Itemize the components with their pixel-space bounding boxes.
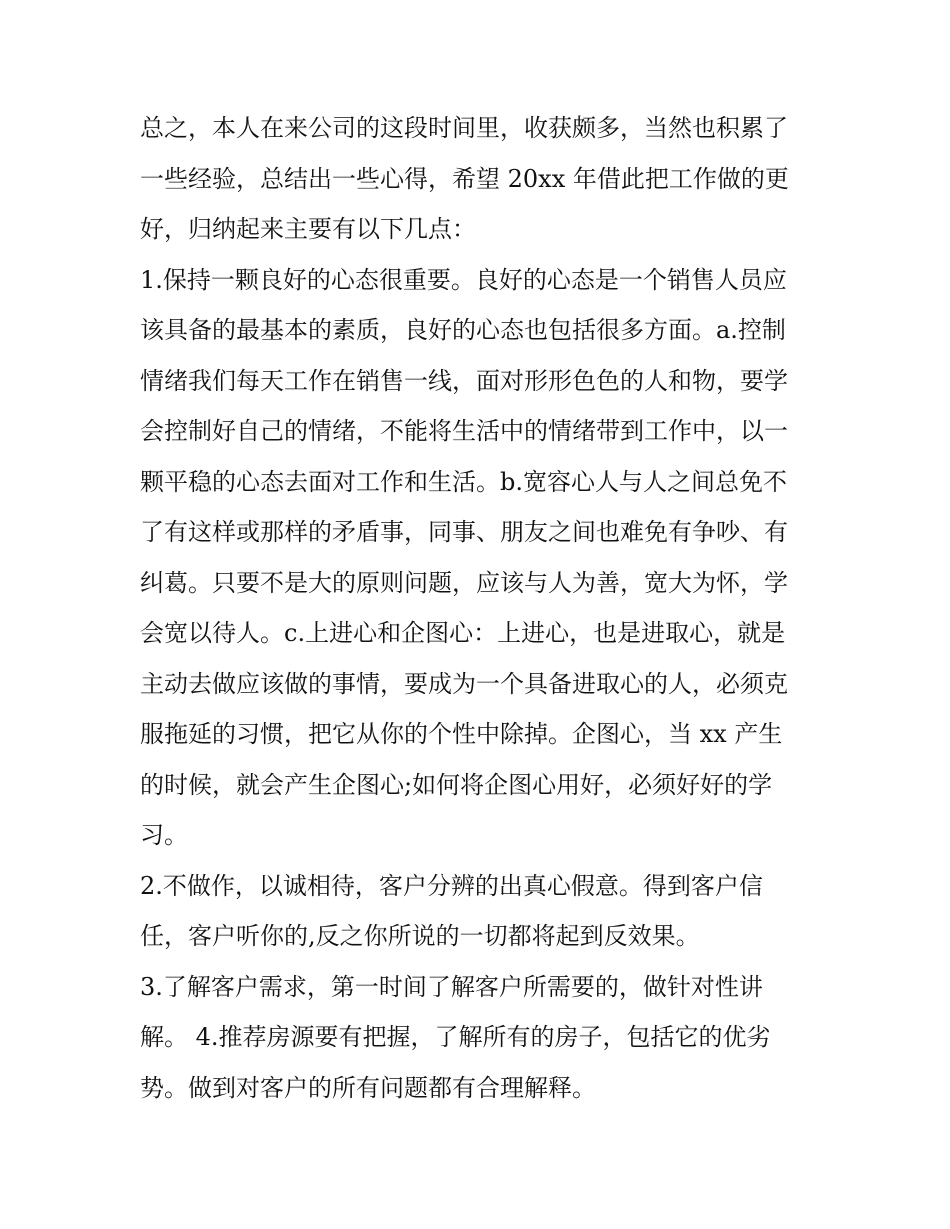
text-line: 服拖延的习惯，把它从你的个性中除掉。企图心，当 xx 产生 xyxy=(140,720,783,748)
text-line: 任，客户听你的,反之你所说的一切都将起到反效果。 xyxy=(140,922,700,950)
text-line: 好，归纳起来主要有以下几点： xyxy=(140,215,476,243)
text-line: 颗平稳的心态去面对工作和生活。b.宽容心人与人之间总免不 xyxy=(140,467,787,496)
text-line: 会宽以待人。c.上进心和企图心：上进心，也是进取心，就是 xyxy=(140,619,786,647)
text-line: 1.保持一颗良好的心态很重要。良好的心态是一个销售人员应 xyxy=(140,265,787,294)
text-line: 的时候，就会产生企图心;如何将企图心用好，必须好好的学 xyxy=(140,770,773,799)
text-line: 一些经验，总结出一些心得，希望 20xx 年借此把工作做的更 xyxy=(140,164,789,193)
text-line: 情绪我们每天工作在销售一线，面对形形色色的人和物，要学 xyxy=(140,366,788,395)
text-line: 总之，本人在来公司的这段时间里，收获颇多，当然也积累了 xyxy=(140,114,788,142)
text-line: 习。 xyxy=(140,821,188,849)
text-line: 主动去做应该做的事情，要成为一个具备进取心的人，必须克 xyxy=(140,669,788,698)
document-body xyxy=(140,103,815,1113)
text-line: 2.不做作，以诚相待，客户分辨的出真心假意。得到客户信 xyxy=(140,871,763,900)
text-line: 势。做到对客户的所有问题都有合理解释。 xyxy=(140,1073,596,1102)
text-line: 纠葛。只要不是大的原则问题，应该与人为善，宽大为怀，学 xyxy=(140,568,788,597)
text-line: 会控制好自己的情绪，不能将生活中的情绪带到工作中，以一 xyxy=(140,417,788,445)
text-line: 了有这样或那样的矛盾事，同事、朋友之间也难免有争吵、有 xyxy=(140,518,788,546)
text-line: 解。 4.推荐房源要有把握，了解所有的房子，包括它的优劣 xyxy=(140,1023,771,1051)
text-line: 该具备的最基本的素质，良好的心态也包括很多方面。a.控制 xyxy=(140,316,786,344)
text-line: 3.了解客户需求，第一时间了解客户所需要的，做针对性讲 xyxy=(140,972,763,1001)
